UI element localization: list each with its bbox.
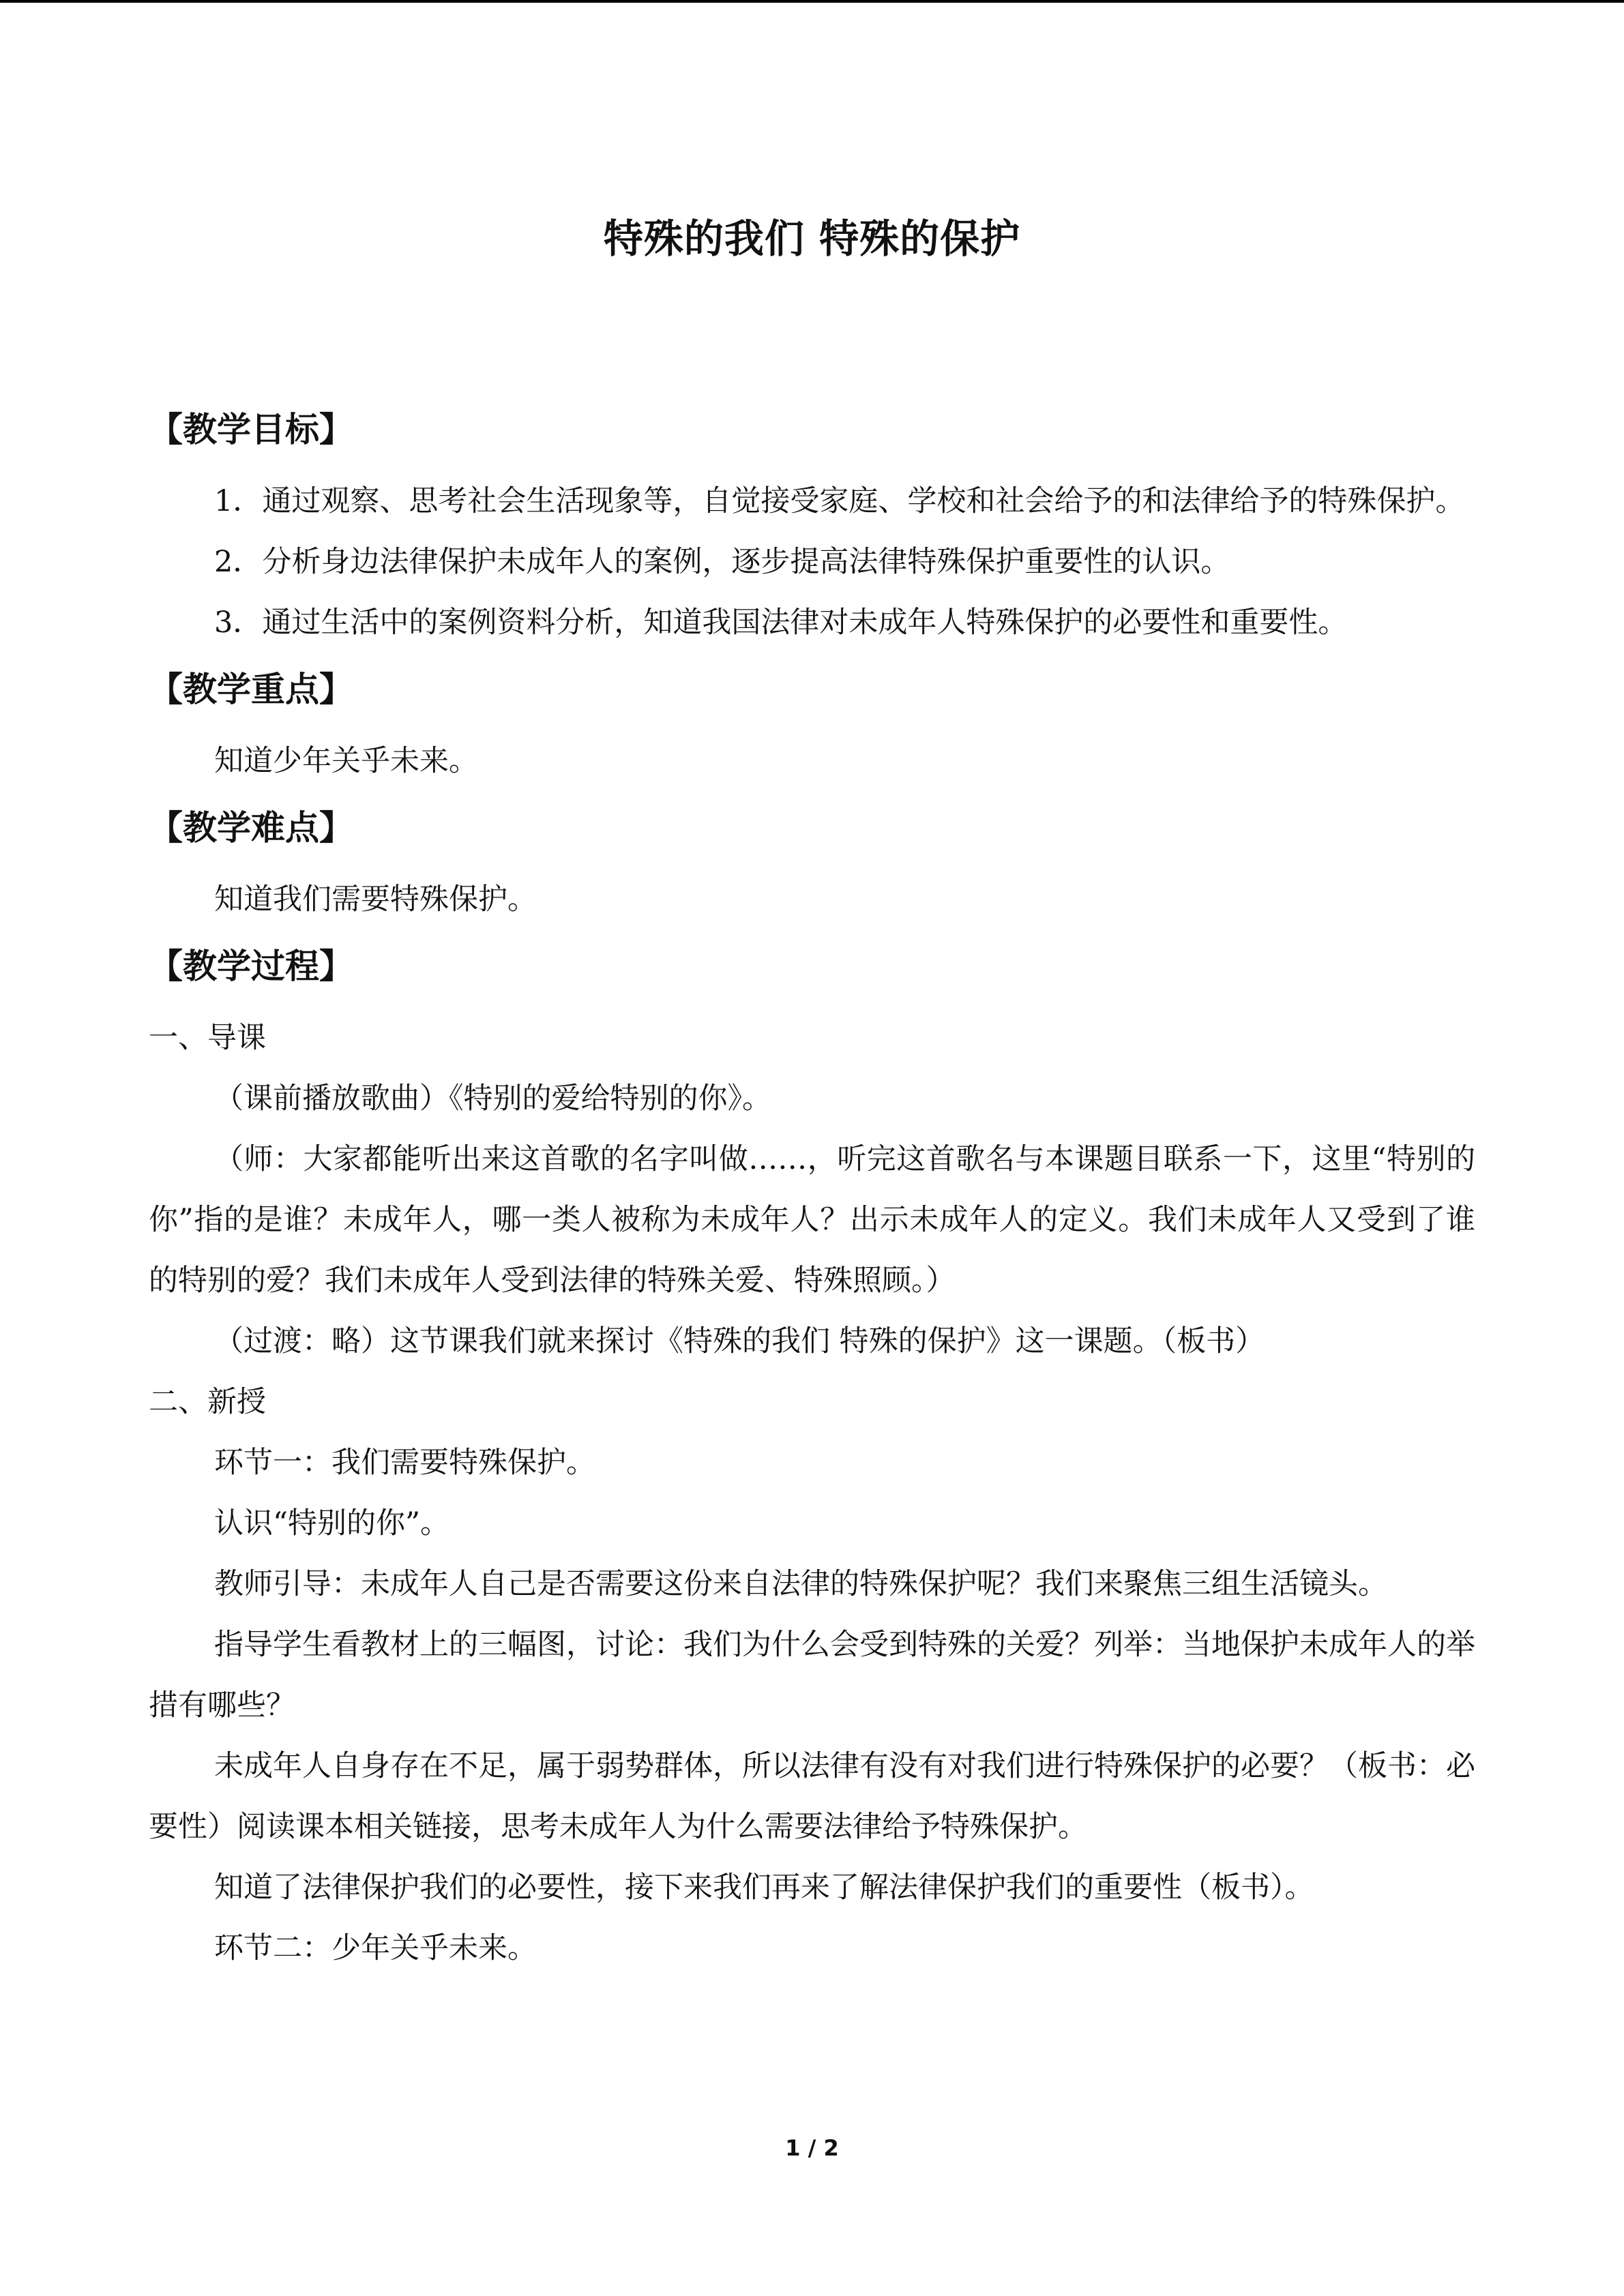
objective-1: 1．通过观察、思考社会生活现象等，自觉接受家庭、学校和社会给予的和法律给予的特殊保护。 [214, 484, 1465, 518]
objective-2: 2．分析身边法律保护未成年人的案例，逐步提高法律特殊保护重要性的认识。 [214, 545, 1230, 579]
process-paragraph: 知道了法律保护我们的必要性，接下来我们再来了解法律保护我们的重要性（板书）。 [214, 1870, 1314, 1905]
top-border [0, 0, 1624, 3]
process-paragraph: （过渡：略）这节课我们就来探讨《特殊的我们 特殊的保护》这一课题。（板书） [214, 1324, 1265, 1358]
section-heading-difficulties: 【教学难点】 [149, 808, 353, 848]
key-point-text: 知道少年关乎未来。 [214, 744, 478, 778]
process-paragraph: 指导学生看教材上的三幅图，讨论：我们为什么会受到特殊的关爱？列举：当地保护未成年人的举措有哪些？ [149, 1628, 1475, 1723]
objective-3: 3．通过生活中的案例资料分析，知道我国法律对未成年人特殊保护的必要性和重要性。 [214, 606, 1348, 640]
page-number: 1 / 2 [785, 2135, 839, 2161]
process-paragraph: 环节二：少年关乎未来。 [214, 1931, 537, 1965]
section-heading-objectives: 【教学目标】 [149, 410, 353, 449]
process-paragraph: 认识“特别的你”。 [214, 1506, 449, 1540]
section-heading-key-points: 【教学重点】 [149, 670, 353, 709]
section-heading-process: 【教学过程】 [149, 946, 353, 986]
document-title: 特殊的我们 特殊的保护 [603, 215, 1021, 262]
process-paragraph: （师：大家都能听出来这首歌的名字叫做……，听完这首歌名与本课题目联系一下，这里“特别的你”指的是谁？未成年人，哪一类人被称为未成年人？出示未成年人的定义。我们未成年人又受到了谁的特别的爱？我们未成年人受到法律的特殊关爱、特殊照顾。） [149, 1142, 1475, 1298]
process-paragraph: 教师引导：未成年人自己是否需要这份来自法律的特殊保护呢？我们来聚焦三组生活镜头。 [214, 1567, 1387, 1601]
process-part-intro: 一、导课 [149, 1021, 266, 1055]
document-page [149, 211, 1475, 1979]
process-paragraph: 未成年人自身存在不足，属于弱势群体，所以法律有没有对我们进行特殊保护的必要？（板书：必要性）阅读课本相关链接，思考未成年人为什么需要法律给予特殊保护。 [149, 1749, 1475, 1844]
difficulty-text: 知道我们需要特殊保护。 [214, 882, 537, 916]
process-paragraph: （课前播放歌曲）《特别的爱给特别的你》。 [214, 1082, 771, 1116]
process-part-new: 二、新授 [149, 1385, 266, 1419]
process-paragraph: 环节一：我们需要特殊保护。 [214, 1446, 595, 1480]
